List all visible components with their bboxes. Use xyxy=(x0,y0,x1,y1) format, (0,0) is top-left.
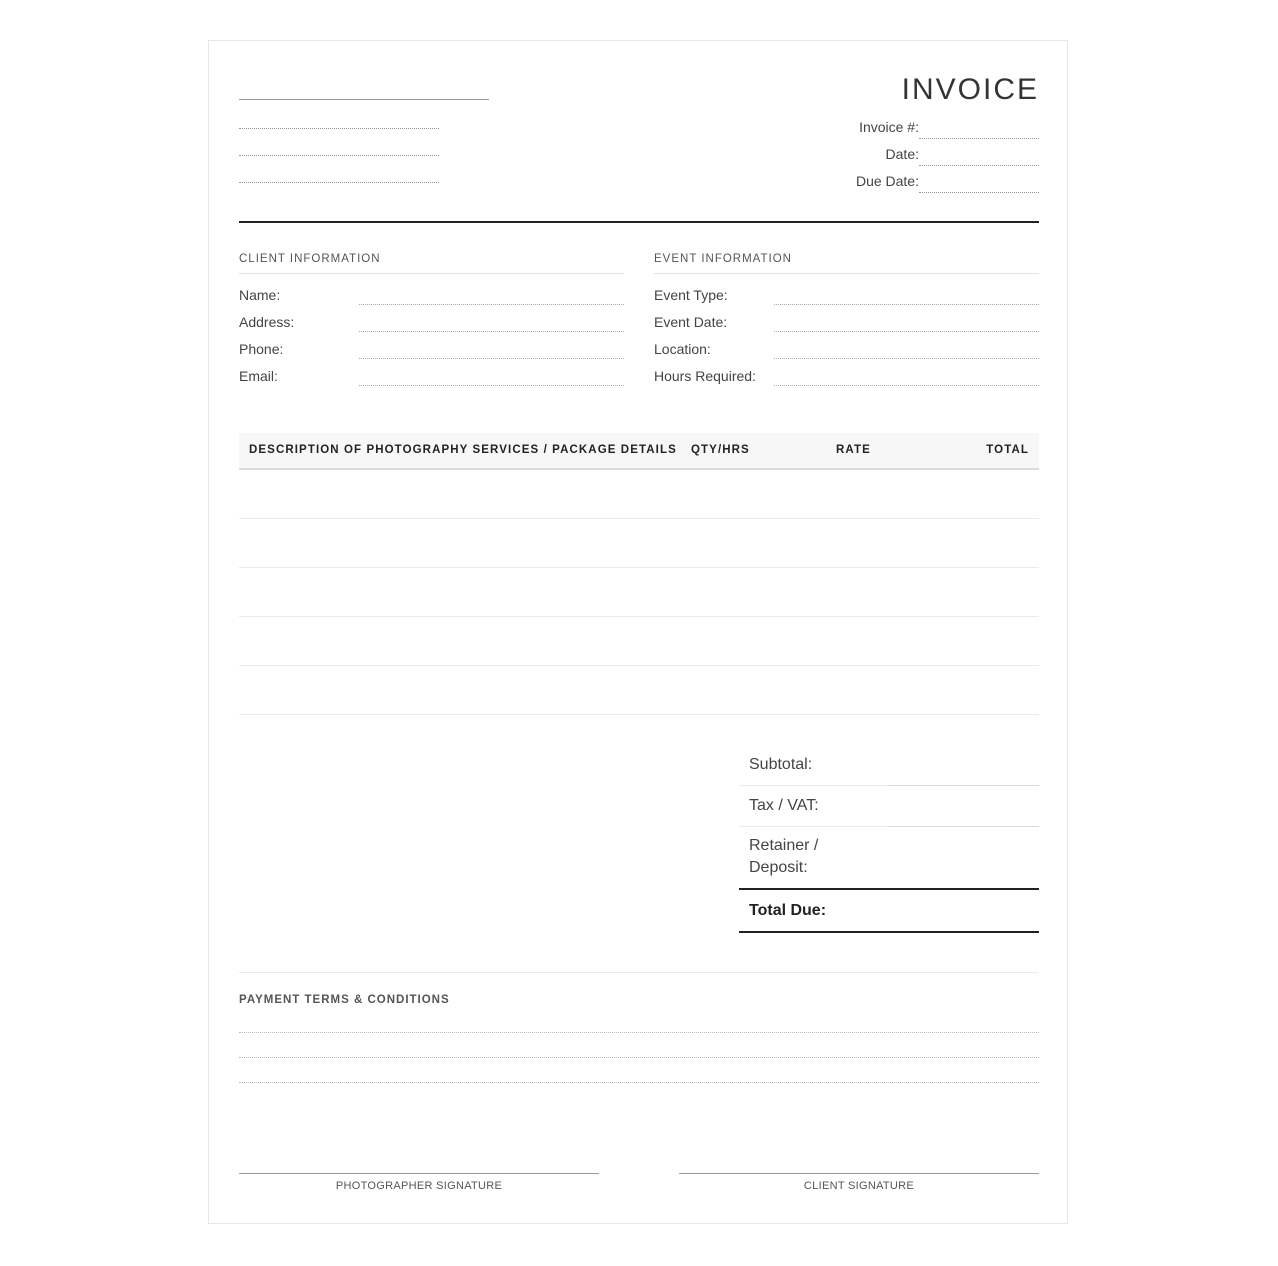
header-divider xyxy=(239,221,1039,223)
event-hours-field[interactable] xyxy=(774,385,1039,386)
client-signature-label: CLIENT SIGNATURE xyxy=(803,1180,915,1192)
due-date-field[interactable] xyxy=(919,192,1039,193)
table-row[interactable] xyxy=(239,714,1039,715)
table-row[interactable] xyxy=(239,567,1039,568)
client-email-label: Email: xyxy=(239,368,278,384)
event-information-title: EVENT INFORMATION xyxy=(654,253,1039,274)
total-due-label: Total Due: xyxy=(749,902,827,919)
company-address-field-2[interactable] xyxy=(239,155,439,156)
column-header-rate: RATE xyxy=(836,444,871,456)
company-address-field-3[interactable] xyxy=(239,182,439,183)
terms-line[interactable] xyxy=(239,1057,1039,1058)
client-signature-line[interactable] xyxy=(679,1173,1039,1192)
table-row[interactable] xyxy=(239,616,1039,617)
event-date-label: Event Date: xyxy=(654,314,728,330)
due-date-label: Due Date: xyxy=(855,173,919,189)
column-header-total: TOTAL xyxy=(986,444,1029,456)
payment-terms-title: PAYMENT TERMS & CONDITIONS xyxy=(239,994,450,1006)
date-label: Date: xyxy=(885,146,919,162)
client-phone-row xyxy=(239,328,624,355)
event-type-row xyxy=(654,274,1039,301)
event-hours-label: Hours Required: xyxy=(654,368,756,384)
total-due-row xyxy=(739,888,1039,933)
client-information-section xyxy=(239,253,624,382)
photographer-signature-line[interactable] xyxy=(239,1173,599,1192)
date-row xyxy=(719,146,1039,166)
company-name-field[interactable] xyxy=(239,99,489,100)
table-row[interactable] xyxy=(239,518,1039,519)
tax-label: Tax / VAT: xyxy=(749,797,819,814)
event-hours-row xyxy=(654,355,1039,382)
client-email-row xyxy=(239,355,624,382)
tax-row xyxy=(739,786,1039,827)
due-date-row xyxy=(719,173,1039,193)
retainer-row xyxy=(739,827,1039,888)
retainer-label-line1: Retainer / xyxy=(749,837,819,854)
terms-line[interactable] xyxy=(239,1082,1039,1083)
invoice-number-label: Invoice #: xyxy=(859,119,919,135)
date-field[interactable] xyxy=(919,165,1039,166)
photographer-signature-label: PHOTOGRAPHER SIGNATURE xyxy=(335,1180,503,1192)
client-information-title: CLIENT INFORMATION xyxy=(239,253,624,274)
terms-line[interactable] xyxy=(239,1032,1039,1033)
event-location-row xyxy=(654,328,1039,355)
event-type-label: Event Type: xyxy=(654,287,728,303)
invoice-page xyxy=(208,40,1068,1224)
subtotal-label: Subtotal: xyxy=(749,756,813,773)
invoice-number-row xyxy=(719,119,1039,139)
retainer-label-line2: Deposit: xyxy=(749,859,808,876)
column-header-qty: QTY/HRS xyxy=(691,444,750,456)
event-location-label: Location: xyxy=(654,341,711,357)
client-phone-label: Phone: xyxy=(239,341,284,357)
terms-divider xyxy=(239,972,1039,973)
event-information-section xyxy=(654,253,1039,382)
invoice-number-field[interactable] xyxy=(919,138,1039,139)
column-header-description: DESCRIPTION OF PHOTOGRAPHY SERVICES / PACKAGE DETAILS xyxy=(249,444,677,456)
company-address-field-1[interactable] xyxy=(239,128,439,129)
client-name-label: Name: xyxy=(239,287,281,303)
event-date-row xyxy=(654,301,1039,328)
client-email-field[interactable] xyxy=(359,385,624,386)
invoice-title: INVOICE xyxy=(901,73,1039,106)
subtotal-row xyxy=(739,745,1039,786)
services-table-header xyxy=(239,433,1039,470)
client-address-label: Address: xyxy=(239,314,295,330)
table-row[interactable] xyxy=(239,665,1039,666)
totals-block xyxy=(739,745,1039,933)
client-name-row xyxy=(239,274,624,301)
client-address-row xyxy=(239,301,624,328)
